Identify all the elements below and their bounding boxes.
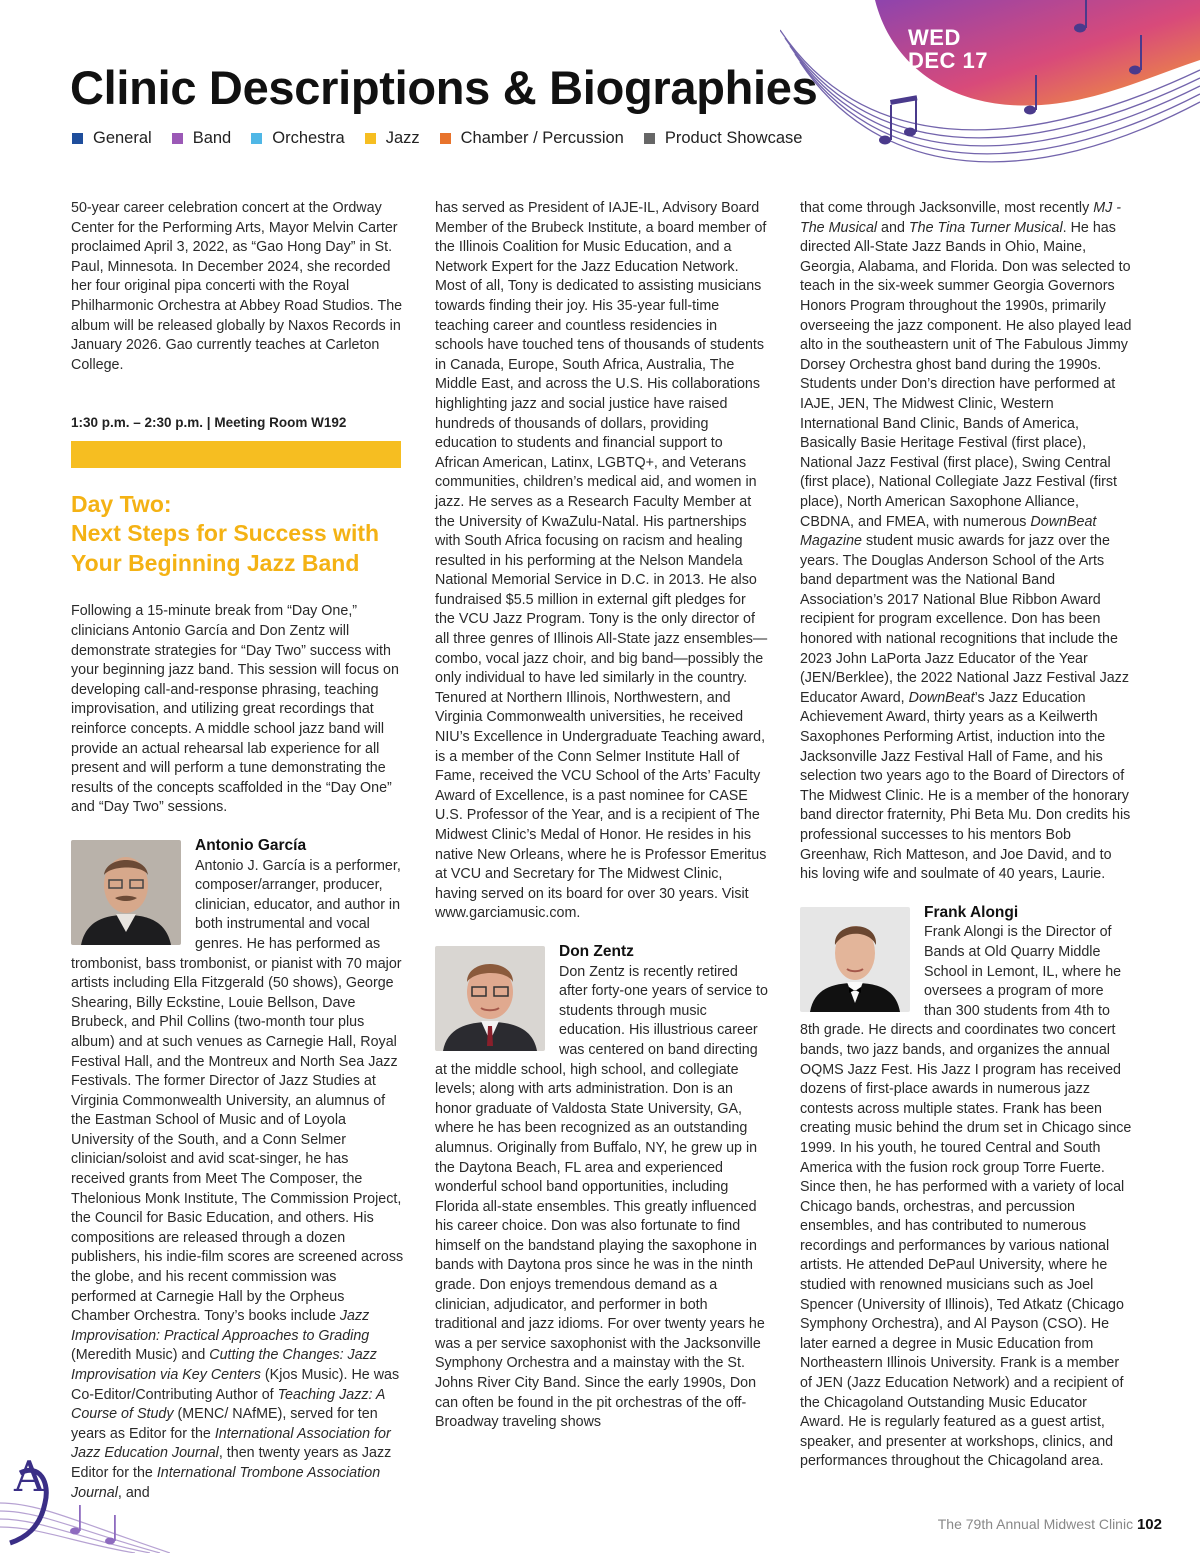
date-date: DEC 17 — [908, 48, 989, 73]
band-swatch — [172, 133, 183, 144]
bio-text: (Meredith Music) and — [71, 1347, 210, 1364]
don-zentz-photo — [435, 946, 545, 1051]
legend-label: Chamber / Percussion — [460, 129, 624, 147]
bio-name-frank-alongi: Frank Alongi — [924, 903, 1019, 921]
legend-label: Band — [192, 129, 232, 147]
legend-band — [172, 129, 232, 148]
bio-text: . He has directed All-State Jazz Bands in Ohio, Maine, Georgia, Alabama, and Florida. Don was selected to teach in the six-week summer Georgia Governors Honors Program throughout the 1990s, primarily overseeing the jazz component. He also played lead alto in the southeastern unit of The Fabulous Jimmy Dorsey Orchestra ghost band during the 1990s. Students under Don’s direction have performed at IAJE, JEN, The Midwest Clinic, Western International Band Clinic, Bands of America, Basically Basie Heritage Festival (first place), National Jazz Festival (first place), Swing Central (first place), National Collegiate Jazz Festival (first place), North American Saxophone Alliance, CBDNA, and FMEA, with numerous — [800, 219, 1132, 530]
magazine-title: DownBeat — [908, 689, 975, 706]
frank-alongi-photo — [800, 907, 910, 1012]
bio-text: that come through Jacksonville, most recently — [800, 200, 1094, 216]
bio-name-antonio-garcia: Antonio García — [195, 836, 307, 854]
page-title: Clinic Descriptions & Biographies — [70, 61, 818, 114]
continued-bio-text: 50-year career celebration concert at the Ordway Center for the Performing Arts, Mayor Melvin Carter proclaimed April 3, 2022, as “Gao Hong Day” in St. Paul, Minnesota. In December 2024, she recorded her four original pipa concerti with the Royal Philharmonic Orchestra at Abbey Road Studios. The album will be released globally by Naxos Records in January 2026. Gao currently teaches at Carleton College. — [71, 200, 403, 373]
show-title: MJ - The Musical — [800, 200, 1122, 236]
bio-text: (Kjos Music). He was Co-Editor/Contributing Author of — [71, 1367, 400, 1403]
jazz-swatch — [365, 133, 376, 144]
bio-text: , and — [117, 1484, 150, 1501]
page-footer — [938, 1516, 1162, 1533]
book-title: Jazz Improvisation: Practical Approaches to Grading — [71, 1308, 370, 1344]
column-1 — [71, 199, 404, 1503]
legend-jazz — [365, 129, 420, 148]
column-3 — [800, 199, 1133, 1472]
magazine-title: DownBeat Magazine — [800, 513, 1097, 550]
bio-antonio-garcia — [71, 857, 404, 1504]
legend-product-showcase — [644, 129, 803, 148]
antonio-garcia-photo — [71, 840, 181, 945]
session-title — [71, 490, 404, 579]
journal-title: International Trombone Association Journal — [71, 1464, 381, 1501]
product-swatch — [644, 133, 655, 144]
bio-frank-alongi: Frank Alongi is the Director of Bands at Old Quarry Middle School in Lemont, IL, where he oversees a program of more than 300 students from 4th to 8th grade. He directs and coordinates two concert bands, two jazz bands, and organizes the annual OQMS Jazz Fest. His Jazz I program has received dozens of first-place awards in numerous jazz contests across multiple states. Frank has been creating music behind the drum set in Chicago since 1999. In his youth, he toured Central and South America with the fusion rock group Torre Fuerte. Since then, he has performed with a variety of local Chicago bands, orchestras, and percussion ensembles, and has contributed to numerous recordings and performances by various national artists. He attended DePaul University, where he studied with renowned musicians such as Joel Spencer (University of Illinois), Ted Atkatz (Chicago Symphony Orchestra), and Al Payson (CSO). He later earned a degree in Music Education from Northeastern Illinois University. Frank is a member of JEN (Jazz Education Network) and a recipient of the Chicagoland Outstanding Music Educator Award. He is regularly featured as a guest artist, speaker, and presenter at workshops, clinics, and performances throughout the Chicagoland area. — [800, 924, 1132, 1470]
bio-text: , then twenty years as Jazz Editor for the — [71, 1445, 392, 1481]
session-title-line2: Next Steps for Success with Your Beginning Jazz Band — [71, 520, 380, 576]
bio-text: ’s Jazz Education Achievement Award, thirty years as a Keilwerth Saxophones Performing Artist, induction into the Jacksonville Jazz Festival Hall of Fame, and his selection two years ago to the Board of Directors of The Midwest Clinic. He is a member of the honorary band director fraternity, Phi Beta Mu. Don credits his professional successes to his mentors Bob Greenhaw, Rich Matteson, and Joe David, and to his loving wife and soulmate of 40 years, Laurie. — [800, 689, 1131, 883]
bio-text: and — [877, 219, 909, 236]
session-title-line1: Day Two: — [71, 490, 172, 517]
legend-orchestra — [251, 129, 344, 148]
logo-letter-a-icon: A — [14, 1452, 45, 1501]
legend-chamber-percussion — [440, 129, 624, 148]
legend-label: Orchestra — [272, 129, 345, 147]
continued-bio-antonio: has served as President of IAJE-IL, Advisory Board Member of the Brubeck Institute, a board member of the Illinois Coalition for Music Education, and a Network Expert for the Jazz Education Network. Most of all, Tony is dedicated to assisting musicians towards finding their joy. His 35-year full-time teaching career and countless residencies in schools have touched tens of thousands of students in Canada, Europe, South Africa, Australia, The Middle East, and across the U.S. His collaborations highlighting jazz and social justice have raised hundreds of thousands of dollars, providing education to students and financial support to African American, Latinx, LGBTQ+, and Veterans communities, children’s medical aid, and women in jazz. He serves as a Research Faculty Member at the University of KwaZulu-Natal. His partnerships with South Africa focusing on racism and healing resulted in his performing at the Nelson Mandela National Memorial Service in D.C. in 2013. He also fundraised $5.5 million in external gift pledges for the VCU Jazz Program. Tony is the only director of all three genres of Illinois All-State jazz ensembles—combo, vocal jazz choir, and big band—possibly the only individual to have led similarly in the country. Tenured at Northern Illinois, Northwestern, and Virginia Commonwealth universities, he received NIU’s Excellence in Undergraduate Teaching award, is a member of the Conn Selmer Institute Hall of Fame, received the VCU School of the Arts’ Faculty Award of Excellence, is a past nominee for CASE U.S. Professor of the Year, and is a recipient of The Midwest Clinic’s Medal of Honor. He resides in his native New Orleans, where he is Professor Emeritus at VCU and Secretary for The Midwest Clinic, having served on its board for over 30 years. Visit www.garciamusic.com. — [435, 200, 768, 922]
journal-title: International Association for Jazz Education Journal — [71, 1425, 391, 1462]
session-description: Following a 15-minute break from “Day One,” clinicians Antonio García and Don Zentz will demonstrate strategies for “Day Two” success with your beginning jazz band. This session will focus on developing call-and-response phrasing, teaching improvisation, and utilizing great recordings that reinforce concepts. A middle school jazz band will provide an actual rehearsal lab experience for all present and will perform a tune demonstrating the results of the concepts scaffolded in the “Day One” and “Day Two” sessions. — [71, 603, 399, 816]
book-title: Cutting the Changes: Jazz Improvisation via Key Centers — [71, 1347, 377, 1383]
date-badge — [908, 26, 988, 72]
bio-text: student music awards for jazz over the years. The Douglas Anderson School of the Arts band department was the National Band Association’s 2017 National Blue Ribbon Award recipient for program excellence. Don has been honored with national recognitions that include the 2023 John LaPorta Jazz Educator of the Year (JEN/Berklee), the 2022 National Jazz Festival Jazz Educator Award, — [800, 533, 1129, 706]
page-number: 102 — [1136, 1516, 1162, 1533]
publication-name: The 79th Annual Midwest Clinic — [937, 1516, 1134, 1532]
music-staff-decoration-bottom — [0, 1443, 170, 1553]
legend-label: Product Showcase — [664, 129, 803, 147]
general-swatch — [72, 133, 83, 144]
show-title: The Tina Turner Musical — [908, 219, 1063, 236]
category-legend — [72, 129, 822, 148]
continued-bio-don — [800, 199, 1133, 885]
orchestra-swatch — [251, 133, 262, 144]
bio-name-don-zentz: Don Zentz — [559, 942, 634, 960]
column-2 — [435, 199, 768, 1433]
session-time-location: 1:30 p.m. – 2:30 p.m. | Meeting Room W192 — [71, 415, 347, 431]
date-day: WED — [908, 25, 961, 50]
book-title: Teaching Jazz: A Course of Study — [71, 1386, 385, 1423]
jazz-category-bar — [71, 441, 401, 468]
legend-general — [72, 129, 152, 148]
chamber-swatch — [440, 133, 451, 144]
bio-don-zentz: Don Zentz is recently retired after forty-one years of service to students through music education. His illustrious career was centered on band directing at the middle school, high school, and collegiate levels; along with arts administration. Don is an honor graduate of Valdosta State University, GA, where he has been recognized as an outstanding alumnus. Originally from Buffalo, NY, he grew up in the Daytona Beach, FL area and experienced wonderful school band opportunities, including Florida all-state ensembles. This greatly influenced his career choice. Don was also fortunate to find himself on the bandstand playing the saxophone in bands with Daytona pros since he was in the ninth grade. Don enjoys tremendous demand as a clinician, adjudicator, and performer in both traditional and jazz idioms. For over twenty years he was a per service saxophonist with the Jacksonville Symphony Orchestra and a mainstay with the St. Johns River City Band. Since the early 1990s, Don can often be found in the pit orchestras of the off-Broadway traveling shows — [435, 963, 768, 1431]
music-staff-decoration — [780, 0, 1200, 180]
bio-text: (MENC/ NAfME), served for ten years as Editor for the — [71, 1406, 378, 1442]
bio-text: Antonio J. García is a performer, composer/arranger, producer, clinician, educator, and author in both instrumental and vocal genres. He has performed as trombonist, bass trombonist, or pianist with 70 major artists including Ella Fitzgerald (50 shows), George Shearing, Billy Eckstine, Louie Bellson, Dave Brubeck, and Phil Collins (two-month tour plus album) and at such venues as Carnegie Hall, Royal Festival Hall, and the Montreux and North Sea Jazz Festivals. The former Director of Jazz Studies at Virginia Commonwealth University, an alumnus of the Eastman School of Music and of Loyola University of the South, and a Conn Selmer clinician/soloist and avid scat-singer, he has received grants from Meet The Composer, the Thelonious Monk Institute, The Commission Project, the Council for Basic Education, and others. His compositions are released through a dozen publishers, his indie-film scores are screened across the globe, and his recent commission was performed at Carnegie Hall by the Orpheus Chamber Orchestra. Tony’s books include — [71, 857, 404, 1325]
legend-label: Jazz — [385, 129, 420, 147]
legend-label: General — [93, 129, 152, 147]
